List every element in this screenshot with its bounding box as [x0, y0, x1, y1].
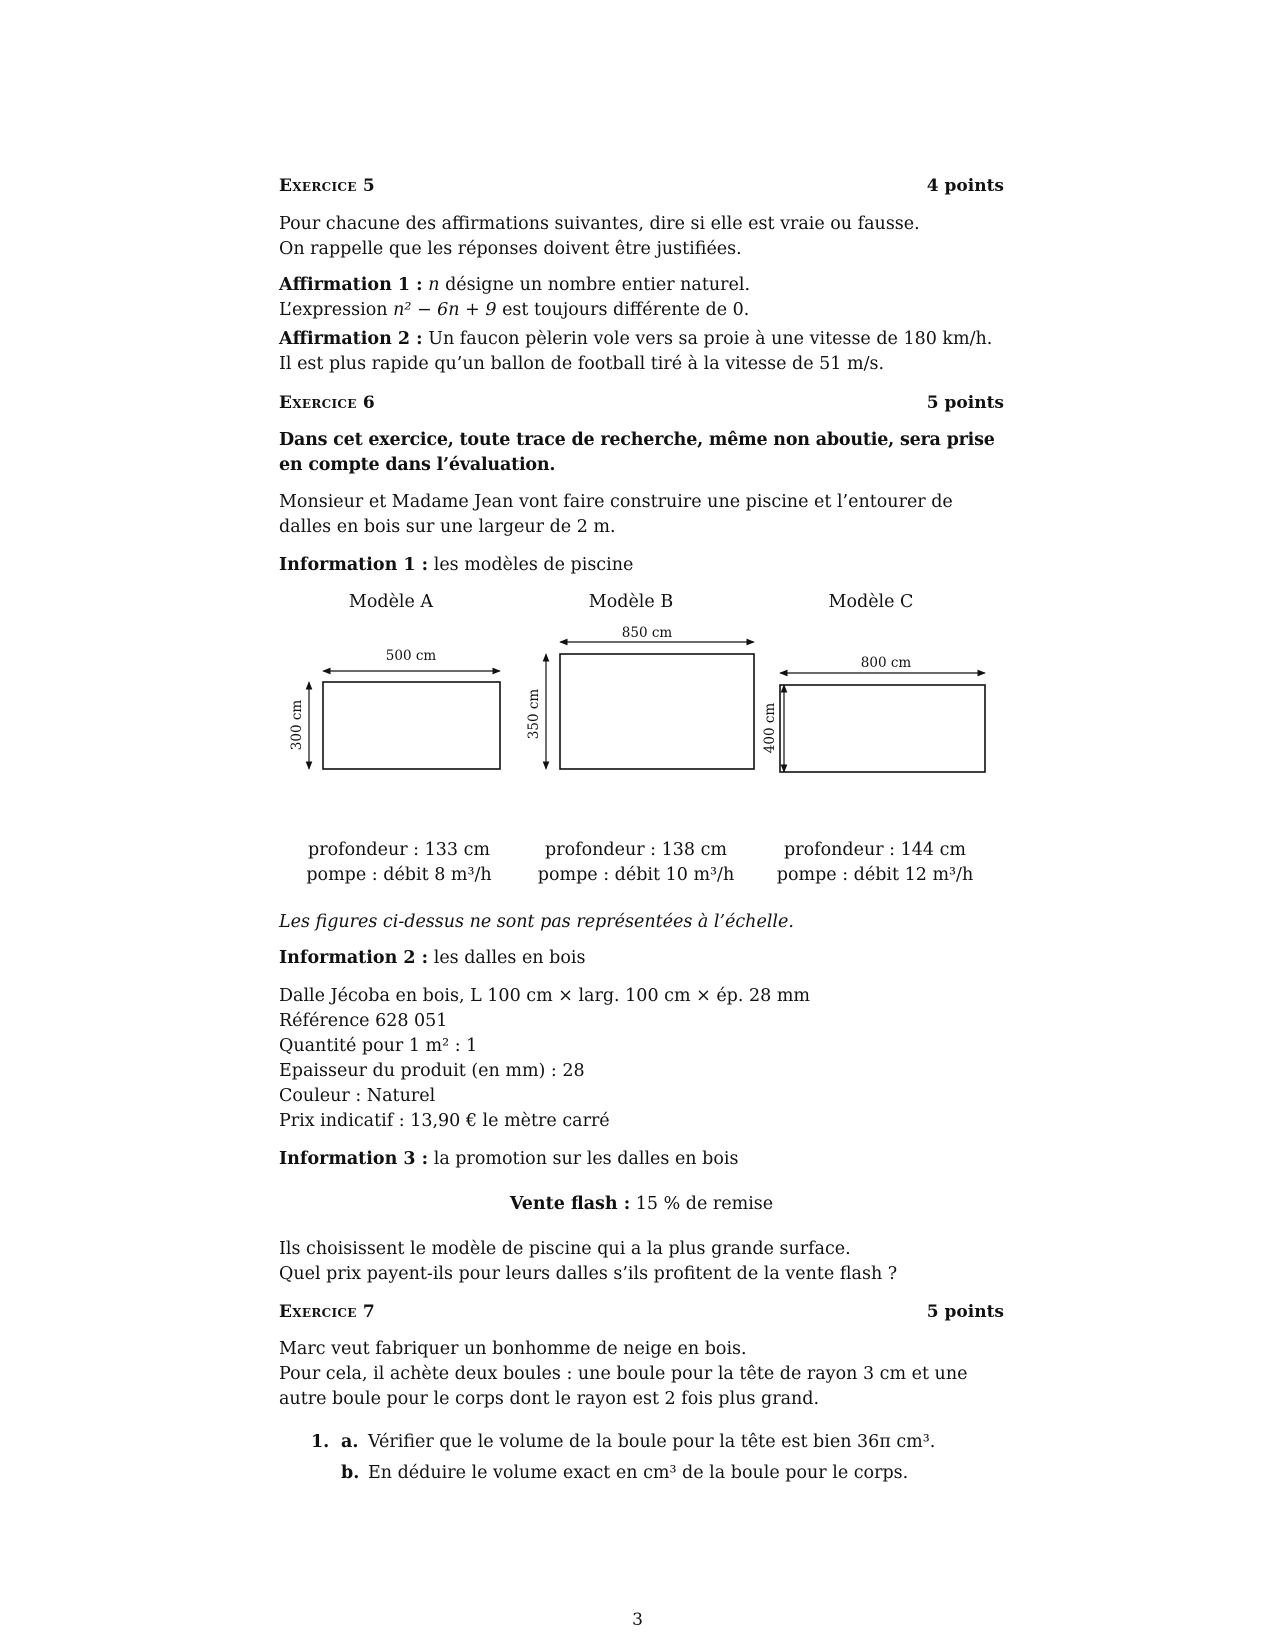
- exercise-title: Exercice 7: [279, 1302, 375, 1322]
- height-label: 400 cm: [762, 702, 778, 754]
- product-line: Dalle Jécoba en bois, L 100 cm × larg. 100 cm × ép. 28 mm: [279, 986, 811, 1006]
- model-b-title: Modèle B: [588, 592, 674, 612]
- exercise-points: 4 points: [926, 176, 1004, 196]
- information-label: Information 2 :: [279, 948, 429, 968]
- pool-model-c: [762, 655, 985, 772]
- model-a-title: Modèle A: [348, 592, 434, 612]
- scale-note: [279, 910, 1004, 935]
- exercise-points: 5 points: [926, 1302, 1004, 1322]
- pump-text: pompe : débit 12 m³/h: [776, 865, 974, 885]
- information-2: [279, 946, 1004, 971]
- expression-prefix: L’expression: [279, 300, 388, 320]
- information-3: [279, 1147, 1004, 1172]
- affirmation-text: désigne un nombre entier naturel.: [445, 275, 751, 295]
- question-list: [311, 1430, 1001, 1486]
- flash-sale: [279, 1192, 1004, 1217]
- question-line: Quel prix payent-ils pour leurs dalles s’ils profitent de la vente flash ?: [279, 1264, 898, 1284]
- product-line: Quantité pour 1 m² : 1: [279, 1036, 478, 1056]
- scale-note-text: Les figures ci-dessus ne sont pas représentées à l’échelle.: [279, 912, 794, 932]
- model-a-caption: [279, 838, 519, 888]
- flash-sale-label: Vente flash :: [509, 1194, 631, 1214]
- product-line: Prix indicatif : 13,90 € le mètre carré: [279, 1111, 610, 1131]
- affirmation-label: Affirmation 2 :: [279, 329, 423, 349]
- product-line: Epaisseur du produit (en mm) : 28: [279, 1061, 585, 1081]
- question-number: 1.: [311, 1432, 330, 1452]
- affirmation-text: Un faucon pèlerin vole vers sa proie à une vitesse de 180 km/h. Il est plus rapide qu’un ballon de football tiré à la vitesse de 51 m/s.: [279, 329, 993, 374]
- model-c-title: Modèle C: [828, 592, 914, 612]
- pump-text: pompe : débit 8 m³/h: [306, 865, 492, 885]
- exercise-6-note: Dans cet exercice, toute trace de recherche, même non aboutie, sera prise en compte dans l’évaluation.: [279, 430, 995, 475]
- exercise-points: 5 points: [926, 393, 1004, 413]
- pool-model-b: [526, 625, 754, 769]
- information-text: les dalles en bois: [433, 948, 586, 968]
- subquestion-text: Vérifier que le volume de la boule pour la tête est bien 36π cm³.: [368, 1432, 936, 1452]
- pump-text: pompe : débit 10 m³/h: [537, 865, 735, 885]
- width-label: 800 cm: [860, 655, 912, 671]
- math-variable: n: [428, 275, 440, 295]
- pool-rectangle: [780, 685, 985, 772]
- question-1b: [311, 1461, 1001, 1486]
- height-label: 350 cm: [526, 688, 542, 740]
- pool-model-a: [289, 648, 500, 769]
- exercise-6-intro: Monsieur et Madame Jean vont faire construire une piscine et l’entourer de dalles en bois sur une largeur de 2 m.: [279, 492, 953, 537]
- depth-text: profondeur : 144 cm: [784, 840, 966, 860]
- product-details: [279, 984, 1004, 1134]
- product-line: Référence 628 051: [279, 1011, 448, 1031]
- information-label: Information 3 :: [279, 1149, 429, 1169]
- depth-text: profondeur : 138 cm: [545, 840, 727, 860]
- depth-text: profondeur : 133 cm: [308, 840, 490, 860]
- information-label: Information 1 :: [279, 555, 429, 575]
- model-c-caption: [755, 838, 995, 888]
- width-label: 500 cm: [385, 648, 437, 664]
- flash-sale-text: 15 % de remise: [635, 1194, 774, 1214]
- intro-line: Pour cela, il achète deux boules : une boule pour la tête de rayon 3 cm et une autre boule pour le corps dont le rayon est 2 fois plus grand.: [279, 1364, 968, 1409]
- exercise-7-header: [279, 1300, 1004, 1325]
- product-line: Couleur : Naturel: [279, 1086, 436, 1106]
- subquestion-text: En déduire le volume exact en cm³ de la boule pour le corps.: [368, 1463, 909, 1483]
- math-expression: n² − 6n + 9: [393, 300, 497, 320]
- subquestion-label: b.: [341, 1463, 360, 1483]
- intro-line: On rappelle que les réponses doivent être justifiées.: [279, 239, 742, 259]
- intro-line: Pour chacune des affirmations suivantes, dire si elle est vraie ou fausse.: [279, 214, 920, 234]
- subquestion-label: a.: [341, 1432, 359, 1452]
- question-1a: [311, 1430, 1001, 1455]
- exercise-title: Exercice 6: [279, 393, 375, 413]
- information-text: la promotion sur les dalles en bois: [433, 1149, 739, 1169]
- intro-line: Marc veut fabriquer un bonhomme de neige en bois.: [279, 1339, 747, 1359]
- exercise-title: Exercice 5: [279, 176, 375, 196]
- affirmation-label: Affirmation 1 :: [279, 275, 423, 295]
- information-text: les modèles de piscine: [433, 555, 634, 575]
- model-b-caption: [516, 838, 756, 888]
- pool-rectangle: [323, 682, 500, 769]
- exercise-6-question: [279, 1237, 1004, 1287]
- height-label: 300 cm: [289, 699, 305, 751]
- width-label: 850 cm: [621, 625, 673, 641]
- pool-rectangle: [560, 654, 754, 769]
- question-line: Ils choisissent le modèle de piscine qui a la plus grande surface.: [279, 1239, 851, 1259]
- expression-suffix: est toujours différente de 0.: [502, 300, 750, 320]
- page-number: 3: [632, 1610, 643, 1630]
- exercise-7-intro: [279, 1337, 1004, 1412]
